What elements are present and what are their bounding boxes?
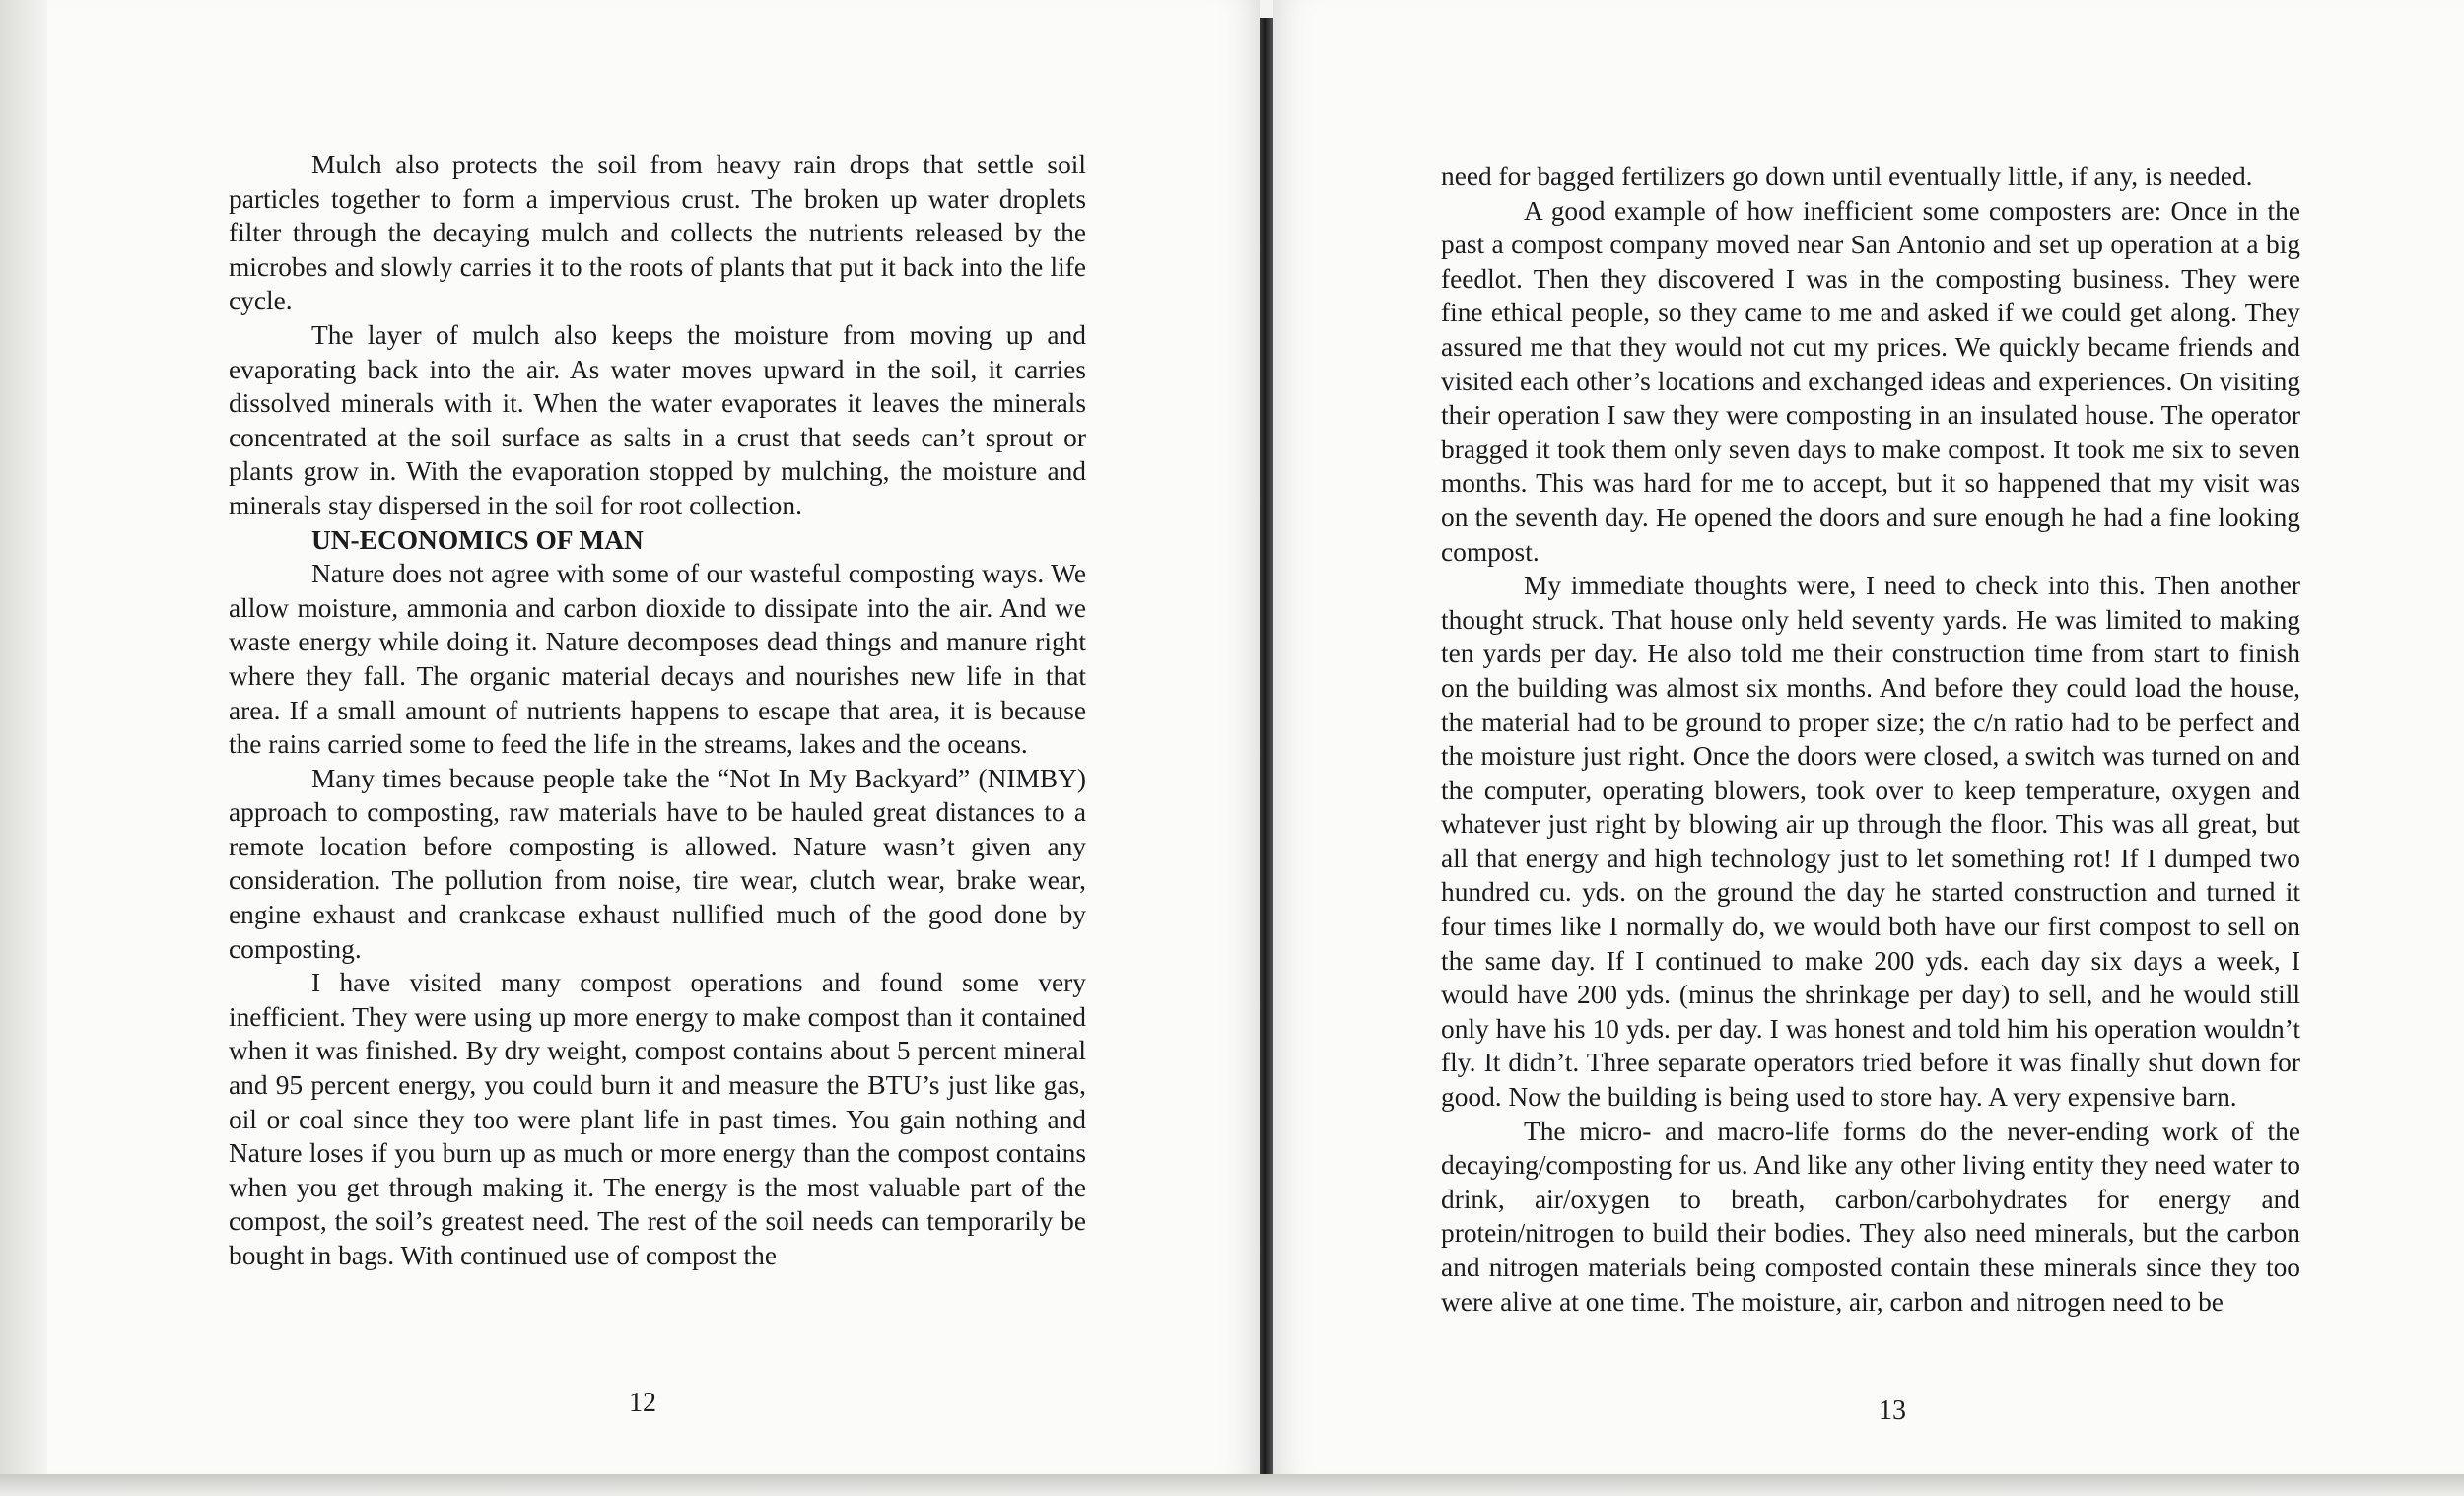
bottom-page-edge [0,1474,2464,1496]
paragraph: A good example of how inefficient some composters are: Once in the past a compost company moved near San Antonio and set up operation at a big feedlot. Then they discovered I was in the composting business. They were fine ethical people, so they came to me and asked if we could get along. They assured me that they would not cut my prices. We quickly became friends and visited each other’s locations and exchanged ideas and experiences. On visiting their operation I saw they were composting in an insulated house. The operator bragged it took them only seven days to make compost. It took me six to seven months. This was hard for me to accept, but it so happened that my visit was on the seventh day. He opened the doors and sure enough he had a fine looking compost. [1441,195,2300,567]
paragraph: Nature does not agree with some of our wasteful composting ways. We allow moisture, ammonia and carbon dioxide to dissipate into the air. And we waste energy while doing it. Nature decomposes dead things and manure right where they fall. The organic material decays and nourishes new life in that area. If a small amount of nutrients happens to escape that area, it is because the rains carried some to feed the life in the streams, lakes and the oceans. [229,559,1086,760]
paragraph: Mulch also protects the soil from heavy rain drops that settle soil particles together to form a impervious crust. The broken up water droplets filter through the decaying mulch and collects the nutrients released by the microbes and slowly carries it to the roots of plants that put it back into the life cycle. [229,150,1086,316]
right-page-text [1441,160,2300,1319]
book-spine [1260,18,1273,1476]
paragraph: Many times because people take the “Not In My Backyard” (NIMBY) approach to composting, raw materials have to be hauled great distances to a remote location before composting is allowed. Nature wasn’t given any consideration. The pollution from noise, tire wear, clutch wear, brake wear, engine exhaust and crankcase exhaust nullified much of the good done by composting. [229,763,1086,964]
paragraph: The micro- and macro-life forms do the never-ending work of the decaying/composting for us. And like any other living entity they need water to drink, air/oxygen to breath, carbon/carbohydrates for energy and protein/nitrogen to build their bodies. They also need minerals, but the carbon and nitrogen materials being composted contain these minerals since they too were alive at one time. The moisture, air, carbon and nitrogen need to be [1441,1116,2300,1317]
section-heading: UN-ECONOMICS OF MAN [311,524,644,555]
paragraph: I have visited many compost operations and found some very inefficient. They were using up more energy to make compost than it contained when it was finished. By dry weight, compost contains about 5 percent mineral and 95 percent energy, you could burn it and measure the BTU’s just like gas, oil or coal since they too were plant life in past times. You gain nothing and Nature loses if you burn up as much or more energy than the compost contains when you get through making it. The energy is the most valuable part of the compost, the soil’s greatest need. The rest of the soil needs can temporarily be bought in bags. With continued use of compost the [229,968,1086,1270]
page-number-left: 12 [629,1388,656,1418]
paragraph-continuation: need for bagged fertilizers go down until eventually little, if any, is needed. [1441,162,2253,191]
left-page-text [229,148,1086,1273]
page-number-right: 13 [1879,1395,1906,1426]
page-edge-shadow [0,0,47,1496]
paragraph: My immediate thoughts were, I need to check into this. Then another thought struck. That house only held seventy yards. He was limited to making ten yards per day. He also told me their construction time from start to finish on the building was almost six months. And before they could load the house, the material had to be ground to proper size; the c/n ratio had to be perfect and the moisture just right. Once the doors were closed, a switch was turned on and the computer, operating blowers, took over to keep temperature, oxygen and whatever just right by blowing air up through the floor. This was all great, but all that energy and high technology just to let something rot! If I dumped two hundred cu. yds. on the ground the day he started construction and turned it four times like I normally do, we would both have our first compost to sell on the same day. If I continued to make 200 yds. each day six days a week, I would have 200 yds. (minus the shrinkage per day) to sell, and he would still only have his 10 yds. per day. I was honest and told him his operation wouldn’t fly. It didn’t. Three separate operators tried before it was finally shut down for good. Now the building is being used to store hay. A very expensive barn. [1441,571,2300,1113]
paragraph: The layer of mulch also keeps the moisture from moving up and evaporating back into the air. As water moves upward in the soil, it carries dissolved minerals with it. When the water evaporates it leaves the minerals concentrated at the soil surface as salts in a crust that seeds can’t sprout or plants grow in. With the evaporation stopped by mulching, the moisture and minerals stay dispersed in the soil for root collection. [229,319,1086,520]
